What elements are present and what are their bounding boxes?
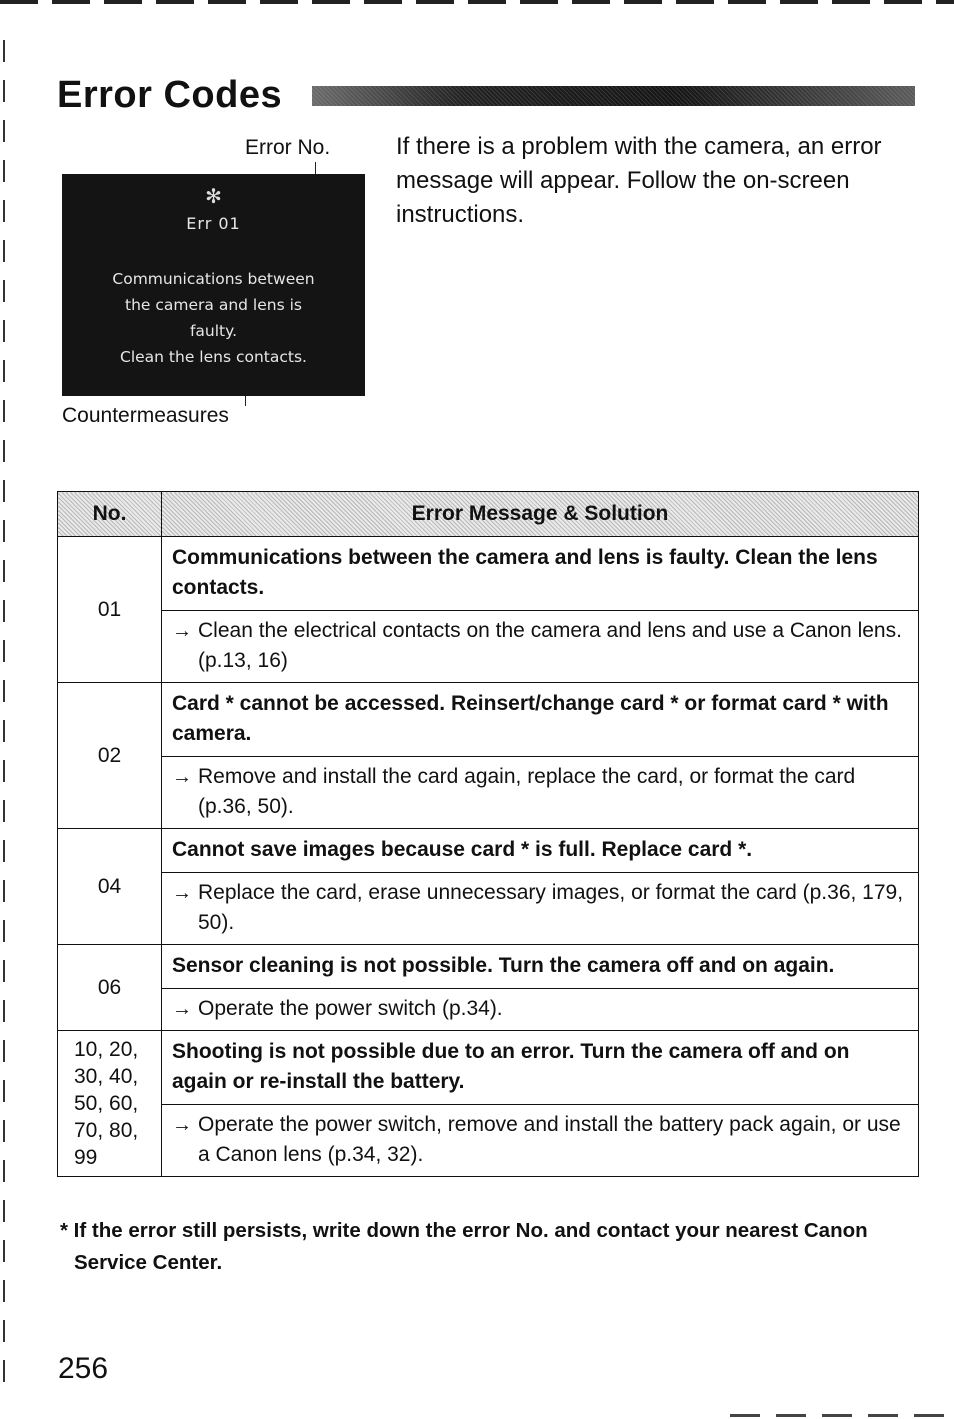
error-solution: Operate the power switch, remove and install the battery pack again, or use a Canon lens (p.34, 32).	[198, 1113, 901, 1166]
left-edge-rule	[3, 40, 5, 1400]
error-message: Shooting is not possible due to an error. Turn the camera off and on again or re-install the battery.	[162, 1031, 919, 1105]
top-dashed-rule	[0, 0, 954, 4]
table-row-message	[58, 537, 919, 611]
error-solution: Remove and install the card again, replace the card, or format the card (p.36, 50).	[198, 765, 856, 818]
error-number: 01	[58, 537, 162, 683]
table-row-solution	[58, 989, 919, 1031]
error-message: Cannot save images because card * is full. Replace card *.	[162, 829, 919, 873]
lcd-message-line: Communications between	[112, 270, 315, 288]
arrow-icon: →	[172, 620, 192, 642]
footnote: * If the error still persists, write down the error No. and contact your nearest Canon Service Center.	[60, 1219, 868, 1274]
error-solution-cell	[162, 611, 919, 683]
error-number: 06	[58, 945, 162, 1031]
table-header-row	[58, 492, 919, 537]
lcd-error-screen	[62, 174, 365, 396]
error-solution-cell	[162, 989, 919, 1031]
lcd-message-line: the camera and lens is	[125, 296, 302, 314]
error-no-pointer-line	[315, 162, 316, 174]
error-number: 30, 40,	[74, 1065, 139, 1088]
title-decorative-bar	[312, 86, 915, 106]
error-solution-cell	[162, 757, 919, 829]
intro-paragraph: If there is a problem with the camera, an error message will appear. Follow the on-screen instructions.	[396, 133, 882, 228]
header-message-solution: Error Message & Solution	[162, 492, 919, 537]
arrow-icon: →	[172, 1114, 192, 1136]
table-row-message	[58, 1031, 919, 1105]
page-title: Error Codes	[57, 74, 283, 116]
table-row-solution	[58, 1105, 919, 1177]
table-row-message	[58, 945, 919, 989]
table-row-solution	[58, 757, 919, 829]
table-row-message	[58, 683, 919, 757]
error-solution-cell	[162, 873, 919, 945]
error-no-label: Error No.	[245, 136, 331, 159]
countermeasures-label: Countermeasures	[62, 404, 229, 427]
table-row-solution	[58, 611, 919, 683]
error-number: 99	[74, 1146, 98, 1169]
bottom-dashed-rule	[730, 1414, 954, 1417]
table-row-solution	[58, 873, 919, 945]
error-number: 02	[58, 683, 162, 829]
page-number: 256	[58, 1352, 109, 1385]
error-message: Communications between the camera and lens is faulty. Clean the lens contacts.	[162, 537, 919, 611]
table-row-message	[58, 829, 919, 873]
lcd-error-code: Err 01	[186, 214, 241, 233]
countermeasures-pointer-line	[245, 396, 246, 406]
error-message: Card * cannot be accessed. Reinsert/change card * or format card * with camera.	[162, 683, 919, 757]
error-solution: Replace the card, erase unnecessary images, or format the card (p.36, 179, 50).	[198, 881, 904, 934]
error-number-group	[58, 1031, 162, 1177]
arrow-icon: →	[172, 882, 192, 904]
lcd-message-line: Clean the lens contacts.	[120, 348, 307, 366]
error-number: 10, 20,	[74, 1038, 139, 1061]
error-message: Sensor cleaning is not possible. Turn the camera off and on again.	[162, 945, 919, 989]
error-number: 04	[58, 829, 162, 945]
error-code-table	[57, 491, 919, 1177]
error-number: 70, 80,	[74, 1119, 139, 1142]
lcd-message-line: faulty.	[189, 322, 238, 340]
error-solution: Operate the power switch (p.34).	[198, 997, 503, 1020]
arrow-icon: →	[172, 998, 192, 1020]
error-solution-cell	[162, 1105, 919, 1177]
lcd-error-message	[62, 266, 365, 370]
error-number: 50, 60,	[74, 1092, 139, 1115]
error-solution: Clean the electrical contacts on the camera and lens and use a Canon lens. (p.13, 16)	[198, 619, 902, 672]
arrow-icon: →	[172, 766, 192, 788]
header-no: No.	[58, 492, 162, 537]
warning-icon: ✻	[205, 184, 222, 208]
